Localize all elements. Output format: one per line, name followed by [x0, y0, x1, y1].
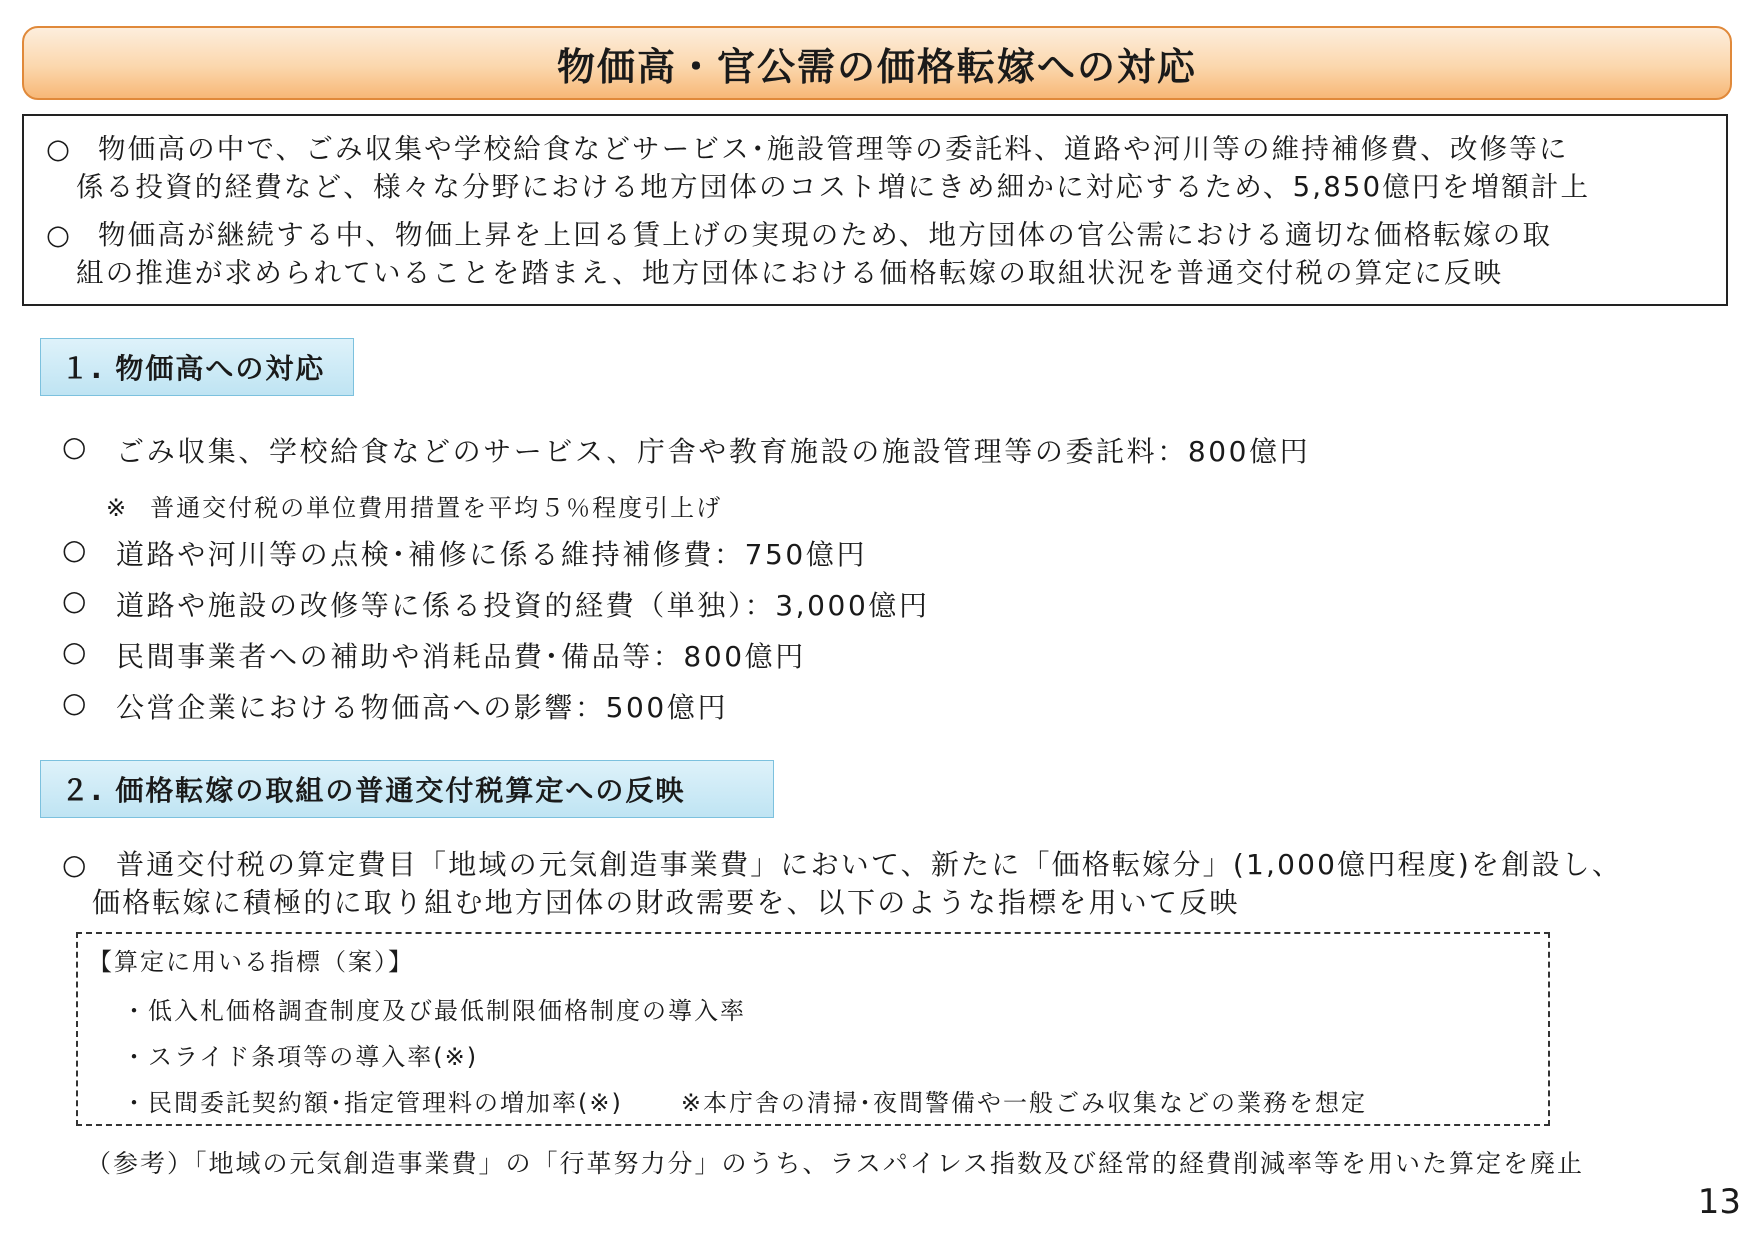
page-title: [22, 26, 1732, 100]
indicator-item: ・民間委託契約額･指定管理料の増加率(※) ※本庁舎の清掃･夜間警備や一般ごみ収集などの業務を想定: [122, 1089, 1367, 1117]
summary-line: 組の推進が求められていることを踏まえ、地方団体における価格転嫁の取組状況を普通交付税の算定に反映: [76, 257, 1504, 289]
bullet-circle-icon: ○: [46, 219, 73, 251]
bullet-circle-icon: ○: [46, 133, 73, 165]
bullet-circle-icon: ○: [62, 533, 90, 566]
page-number: 13: [1697, 1182, 1741, 1222]
list-item: ○ ごみ収集、学校給食などのサービス、庁舎や教育施設の施設管理等の委託料：800億円: [62, 430, 1311, 468]
bullet-circle-icon: ○: [62, 848, 89, 881]
list-item: ○ 道路や河川等の点検･補修に係る維持補修費：750億円: [62, 533, 868, 571]
summary-line: 物価高が継続する中、物価上昇を上回る賃上げの実現のため、地方団体の官公需における適切な価格転嫁の取: [98, 219, 1553, 251]
list-item: ○ 民間事業者への補助や消耗品費･備品等：800億円: [62, 635, 806, 673]
bullet-circle-icon: ○: [62, 686, 90, 719]
indicator-box: [76, 932, 1550, 1126]
section2-main-text: ○ 普通交付税の算定費目「地域の元気創造事業費」において、新たに「価格転嫁分」(1,000億円程度)を創設し、 価格転嫁に積極的に取り組む地方団体の財政需要を、以下のような指標を用いて反映: [62, 848, 1623, 919]
section-heading-price-rise: １. 物価高への対応: [40, 338, 354, 396]
summary-item: [46, 130, 1708, 206]
indicator-item: ・低入札価格調査制度及び最低制限価格制度の導入率: [122, 997, 746, 1025]
summary-line: 係る投資的経費など、様々な分野における地方団体のコスト増にきめ細かに対応するため、5,850億円を増額計上: [76, 171, 1591, 203]
indicator-remark: ※本庁舎の清掃･夜間警備や一般ごみ収集などの業務を想定: [680, 1089, 1367, 1117]
summary-box: [22, 114, 1728, 306]
page-title-text: 物価高・官公需の価格転嫁への対応: [556, 44, 1197, 89]
summary-item: [46, 216, 1708, 292]
bullet-circle-icon: ○: [62, 635, 90, 668]
summary-line: 物価高の中で、ごみ収集や学校給食などサービス･施設管理等の委託料、道路や河川等の維持補修費、改修等に: [98, 133, 1569, 165]
reference-note: （参考）「地域の元気創造事業費」の「行革努力分」のうち、ラスパイレス指数及び経常的経費削減率等を用いた算定を廃止: [86, 1149, 1585, 1178]
list-item: ○ 道路や施設の改修等に係る投資的経費（単独）：3,000億円: [62, 584, 930, 622]
indicator-item: ・スライド条項等の導入率(※): [122, 1043, 479, 1071]
bullet-circle-icon: ○: [62, 430, 90, 463]
bullet-circle-icon: ○: [62, 584, 90, 617]
section-heading-price-pass-through: ２. 価格転嫁の取組の普通交付税算定への反映: [40, 760, 774, 818]
list-item: ○ 公営企業における物価高への影響：500億円: [62, 686, 729, 724]
note-mark-icon: ※: [106, 494, 129, 522]
indicator-heading: 【算定に用いる指標（案）】: [88, 948, 414, 976]
footnote: ※ 普通交付税の単位費用措置を平均５％程度引上げ: [106, 494, 723, 522]
